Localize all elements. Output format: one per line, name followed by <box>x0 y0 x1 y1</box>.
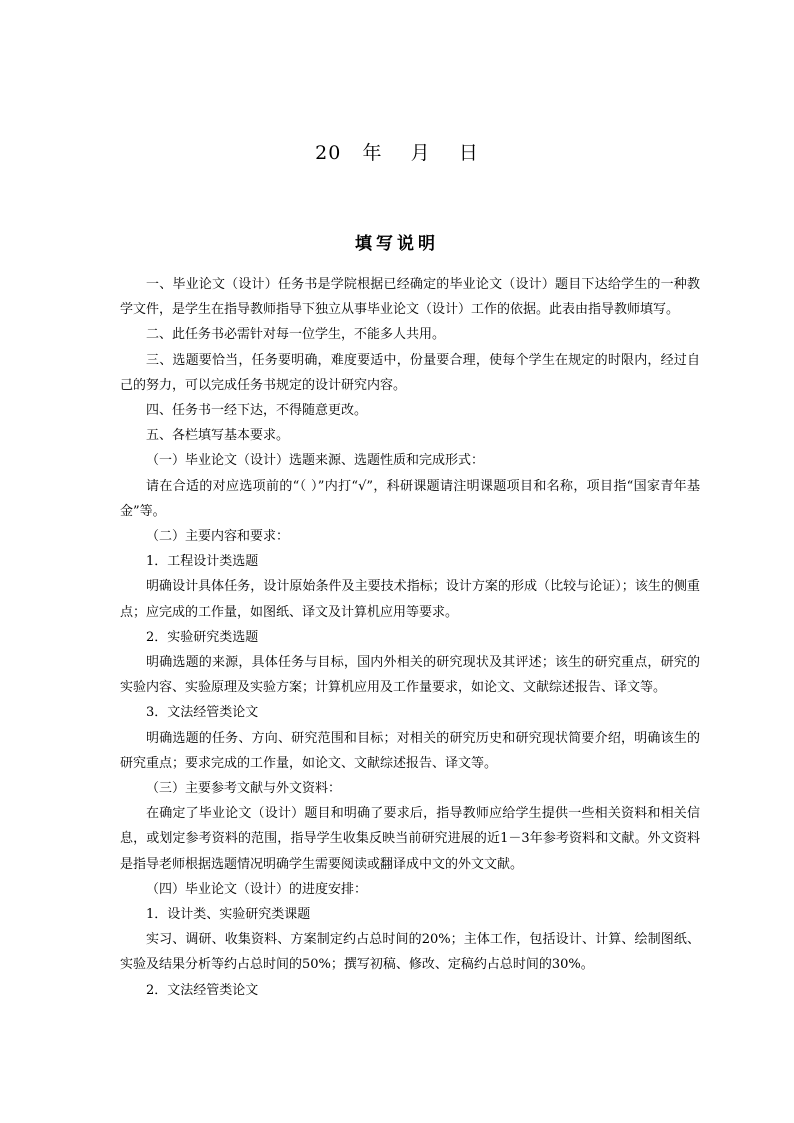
paragraph: 二、此任务书必需针对每一位学生，不能多人共用。 <box>146 327 446 343</box>
paragraph: 1．设计类、实验研究类课题 <box>146 907 311 923</box>
paragraph: （一）毕业论文（设计）选题来源、选题性质和完成形式： <box>146 453 485 469</box>
paragraph: 四、任务书一经下达，不得随意更改。 <box>146 403 368 419</box>
paragraph: 1．工程设计类选题 <box>146 554 259 570</box>
instructions-body <box>120 272 700 1003</box>
paragraph: （三）主要参考文献与外文资料： <box>146 781 342 797</box>
paragraph: 2．实验研究类选题 <box>146 629 259 645</box>
paragraph: 在确定了毕业论文（设计）题目和明确了要求后，指导教师应给学生提供一些相关资料和相关信息，或划定参考资料的范围，指导学生收集反映当前研究进展的近1－3年参考资料和文献。外文资料是指导老师根据选题情况明确学生需要阅读或翻译成中文的外文文献。 <box>120 806 700 872</box>
date-year-unit: 年 <box>362 142 383 164</box>
paragraph: 三、选题要恰当，任务要明确，难度要适中，份量要合理，使每个学生在规定的时限内，经过自己的努力，可以完成任务书规定的设计研究内容。 <box>120 352 700 393</box>
paragraph: 明确选题的来源，具体任务与目标，国内外相关的研究现状及其评述；该生的研究重点，研究的实验内容、实验原理及实验方案；计算机应用及工作量要求，如论文、文献综述报告、译文等。 <box>120 655 700 696</box>
date-year: 20 <box>315 142 342 164</box>
date-line <box>0 138 794 165</box>
paragraph: 一、毕业论文（设计）任务书是学院根据已经确定的毕业论文（设计）题目下达给学生的一种教学文件，是学生在指导教师指导下独立从事毕业论文（设计）工作的依据。此表由指导教师填写。 <box>120 277 700 318</box>
paragraph: （四）毕业论文（设计）的进度安排： <box>146 881 368 897</box>
paragraph: 3．文法经管类论文 <box>146 705 259 721</box>
date-day-unit: 日 <box>458 142 479 164</box>
date-month-unit: 月 <box>410 142 431 164</box>
page-title: 填写说明 <box>355 234 439 254</box>
paragraph: 五、各栏填写基本要求。 <box>146 428 290 444</box>
paragraph: 明确设计具体任务，设计原始条件及主要技术指标；设计方案的形成（比较与论证）；该生的侧重点；应完成的工作量，如图纸、译文及计算机应用等要求。 <box>120 579 700 620</box>
paragraph: 实习、调研、收集资料、方案制定约占总时间的20%；主体工作，包括设计、计算、绘制图纸、实验及结果分析等约占总时间的50%；撰写初稿、修改、定稿约占总时间的30%。 <box>120 932 700 973</box>
paragraph: 2．文法经管类论文 <box>146 982 259 998</box>
paragraph: （二）主要内容和要求： <box>146 529 290 545</box>
paragraph: 明确选题的任务、方向、研究范围和目标；对相关的研究历史和研究现状简要介绍，明确该生的研究重点；要求完成的工作量，如论文、文献综述报告、译文等。 <box>120 730 700 771</box>
paragraph: 请在合适的对应选项前的“（ ）”内打“√”，科研课题请注明课题项目和名称，项目指“国家青年基金”等。 <box>120 478 700 519</box>
